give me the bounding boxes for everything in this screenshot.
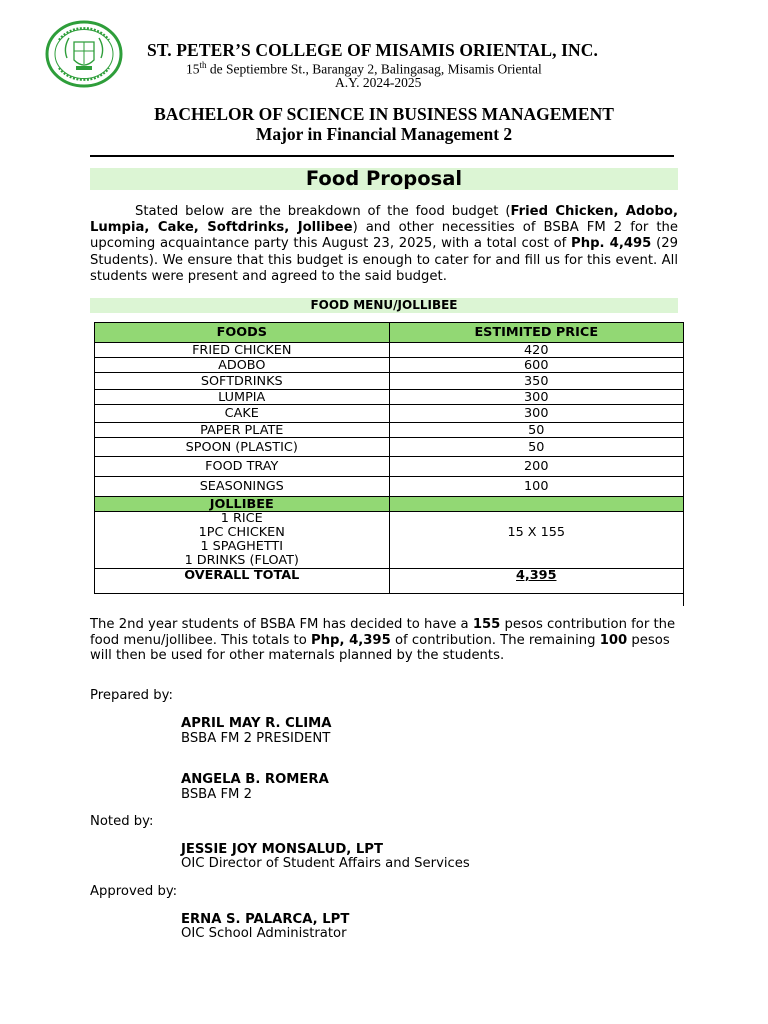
program-title: BACHELOR OF SCIENCE IN BUSINESS MANAGEMENT xyxy=(154,104,614,124)
academic-year: A.Y. 2024-2025 xyxy=(335,75,422,90)
price-cell: 100 xyxy=(389,477,684,497)
table-row xyxy=(95,343,684,358)
preparer2-name: ANGELA B. ROMERA xyxy=(181,772,329,787)
jollibee-price-cell: 15 X 155 xyxy=(389,512,684,569)
jollibee-label: JOLLIBEE xyxy=(95,497,390,512)
column-header-foods: FOODS xyxy=(95,323,390,343)
table-row xyxy=(95,438,684,457)
approved-by-label: Approved by: xyxy=(90,884,178,899)
food-cell: CAKE xyxy=(95,405,390,423)
preparer1-position: BSBA FM 2 PRESIDENT xyxy=(181,731,331,746)
jollibee-item: 1 DRINKS (FLOAT) xyxy=(184,553,299,568)
price-cell: 350 xyxy=(389,373,684,390)
contribution-bold-amount: 155 xyxy=(472,617,501,632)
intro-text-1: Stated below are the breakdown of the food budget ( xyxy=(135,204,511,219)
contribution-text-2: pesos contribution for the food menu/jollibee. This totals to xyxy=(90,617,676,648)
price-cell: 300 xyxy=(389,390,684,405)
table-tail-line xyxy=(683,592,684,606)
food-budget-table xyxy=(94,322,684,594)
total-row xyxy=(95,569,684,594)
price-cell: 300 xyxy=(389,405,684,423)
table-row xyxy=(95,423,684,438)
intro-paragraph xyxy=(90,204,678,285)
food-cell: FOOD TRAY xyxy=(95,457,390,477)
contribution-text-1: The 2nd year students of BSBA FM has decided to have a xyxy=(90,617,473,632)
address-ordinal: th xyxy=(199,60,207,70)
jollibee-header-empty xyxy=(389,497,684,512)
total-value: 4,395 xyxy=(516,568,557,583)
document-title: Food Proposal xyxy=(90,168,678,190)
food-cell: LUMPIA xyxy=(95,390,390,405)
intro-bold-total: Php. 4,495 xyxy=(571,236,652,252)
price-cell: 50 xyxy=(389,423,684,438)
address-street: de Septiembre St., Barangay 2, Balingasag, Misamis Oriental xyxy=(206,61,542,77)
contribution-bold-remaining: 100 xyxy=(599,632,628,648)
college-seal-logo xyxy=(45,20,123,88)
food-cell: FRIED CHICKEN xyxy=(95,343,390,358)
table-row xyxy=(95,405,684,423)
jollibee-item: 1PC CHICKEN xyxy=(198,525,285,540)
contribution-text-3: of contribution. The remaining xyxy=(390,632,600,648)
food-cell: SOFTDRINKS xyxy=(95,373,390,390)
noted-by-label: Noted by: xyxy=(90,814,154,829)
intro-text-2: ) and other necessities of BSBA FM 2 for the upcoming acquaintance party this August 23, 2025, with a total cost of xyxy=(90,220,679,252)
price-cell: 420 xyxy=(389,343,684,358)
jollibee-header-row xyxy=(95,497,684,512)
noter-name: JESSIE JOY MONSALUD, LPT xyxy=(181,842,383,857)
preparer1-name: APRIL MAY R. CLIMA xyxy=(181,716,332,731)
header-divider xyxy=(90,155,674,157)
jollibee-items-row xyxy=(95,512,684,569)
table-row xyxy=(95,358,684,373)
price-cell: 50 xyxy=(389,438,684,457)
noter-position: OIC Director of Student Affairs and Services xyxy=(181,856,470,871)
college-name: ST. PETER’S COLLEGE OF MISAMIS ORIENTAL, INC. xyxy=(147,40,598,60)
price-cell: 600 xyxy=(389,358,684,373)
intro-text-3: (29 Students). We ensure that this budget is enough to cater for and fill us for this event. All students were present and agreed to the said budget. xyxy=(90,236,678,284)
contribution-text-4: pesos will then be used for other maternals planned by the students. xyxy=(90,632,670,663)
table-row xyxy=(95,390,684,405)
jollibee-item: 1 RICE xyxy=(220,511,263,526)
food-cell: SPOON (PLASTIC) xyxy=(95,438,390,457)
jollibee-item: 1 SPAGHETTI xyxy=(200,539,284,554)
preparer2-position: BSBA FM 2 xyxy=(181,787,252,802)
approver-position: OIC School Administrator xyxy=(181,926,347,941)
contribution-paragraph xyxy=(90,617,690,664)
table-row xyxy=(95,477,684,497)
food-cell: ADOBO xyxy=(95,358,390,373)
approver-name: ERNA S. PALARCA, LPT xyxy=(181,912,350,927)
menu-section-title: FOOD MENU/JOLLIBEE xyxy=(90,298,678,313)
table-row xyxy=(95,373,684,390)
total-label: OVERALL TOTAL xyxy=(95,569,390,594)
contribution-bold-total: Php, 4,395 xyxy=(310,632,391,648)
jollibee-items-cell xyxy=(95,512,390,569)
food-cell: PAPER PLATE xyxy=(95,423,390,438)
table-row xyxy=(95,457,684,477)
table-header-row xyxy=(95,323,684,343)
prepared-by-label: Prepared by: xyxy=(90,688,173,703)
price-cell: 200 xyxy=(389,457,684,477)
food-cell: SEASONINGS xyxy=(95,477,390,497)
major-title: Major in Financial Management 2 xyxy=(255,124,513,144)
total-value-cell xyxy=(389,569,684,594)
intro-bold-foods: Fried Chicken, Adobo, Lumpia, Cake, Softdrinks, Jollibee xyxy=(90,204,678,236)
address-number: 15 xyxy=(186,61,200,77)
column-header-price: ESTIMITED PRICE xyxy=(389,323,684,343)
